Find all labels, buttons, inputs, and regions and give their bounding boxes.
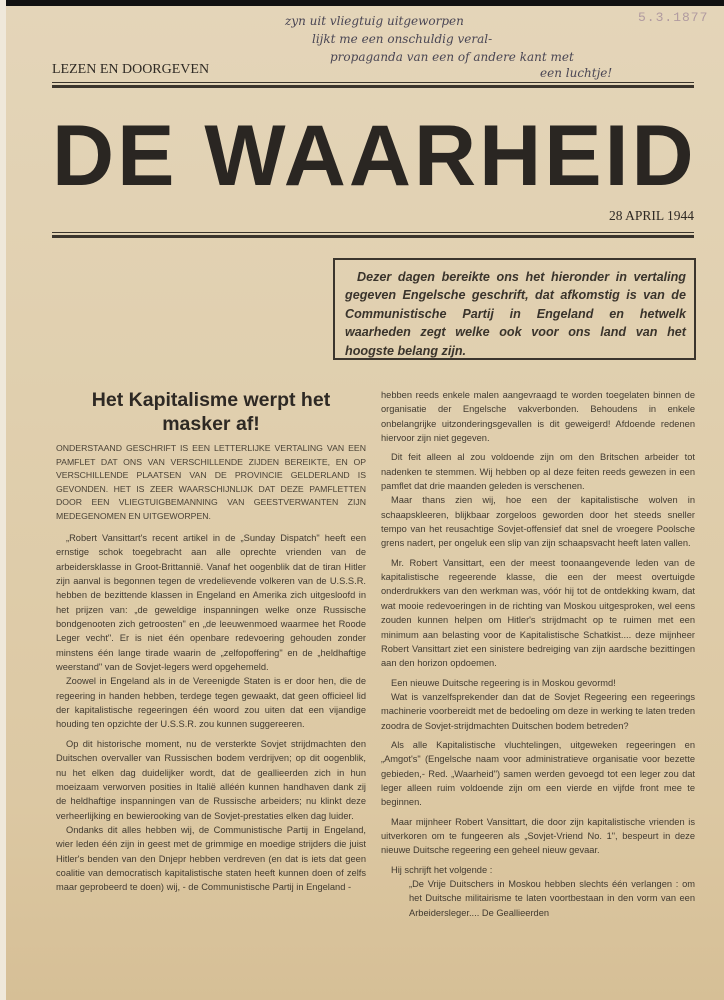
scan-margin (0, 0, 6, 1000)
paragraph: Op dit historische moment, nu de versterkte Sovjet strijdmachten den Duitschen overvaller van Russischen bodem verdrijven; op dit oogenblik, nu het elken dag duidelijker wordt, dat de geallieerden zich in hun moeizaam verworven posities in Italië alléén kunnen handhaven dank zij de heldhaftige inspanningen van de Russische arbeiders; nu klinkt deze verheerlijking en bewierooking van de Sovjet-prestaties elken dag luider. (56, 738, 366, 821)
article-title: Het Kapitalisme werpt het masker af! (91, 389, 331, 435)
paragraph: Mr. Robert Vansittart, een der meest toonaangevende leden van de kapitalistische regeerende klasse, die een der meest overtuigde onderdrukkers van den werkman was, vóór hij tot de ontdekking kwam, dat wat mooie redevoeringen in de richting van Moskou uitgesproken, wel eens zouden kunnen helpen om Hitler's strijdmacht op te ruimen met een minimum aan belasting voor de Kapitalistische Schatkist.... deze mijnheer Robert Vansittart ziet een sinistere bedreiging van zijn aardsche bezittingen aan den horizon opdoemen. (381, 557, 695, 669)
paragraph: Maar thans zien wij, hoe een der kapitalistische wolven in schaapskleeren, blijkbaar zorgeloos geworden door het steeds sneller tempo van het reusachtige Sovjet-offensief dat snel de vroegere Poolsche grens nadert, per ongeluk een slip van zijn schaapsvacht heeft laten vallen. (381, 495, 695, 549)
intro-box: Dezer dagen bereikte ons het hieronder in vertaling gegeven Engelsche geschrift, dat afkomstig is van de Communistische Partij in Engeland en hetwelk waarheden zegt welke ook voor ons land van het hoogste belang zijn. (333, 258, 696, 360)
paragraph: Als alle Kapitalistische vluchtelingen, uitgeweken regeeringen en „Amgot's" (Engelsche naam voor administratieve organisatie voor bezette gebieden,- Red. „Waarheid") samen werden gevoegd tot een leger zou dat leger alleen ruim voldoende zijn om een vierde en vijfde front mee te beginnen. (381, 739, 695, 808)
paragraph: Wat is vanzelfsprekender dan dat de Sovjet Regeering een regeerings machinerie voorbereidt met de bedoeling om deze in werking te laten treden zoodra de Sovjet-strijdmachten Duitschen bodem betreden? (381, 691, 695, 731)
article-lead: ONDERSTAAND GESCHRIFT IS EEN LETTERLIJKE VERTALING VAN EEN PAMFLET DAT ONS VAN VERSCHILLENDE ZIJDEN BEREIKTE, EN OP VERSCHILLENDE PLAATSEN VAN DE PROVINCIE GELDERLAND IS GEVONDEN. HET IS ZEER WAARSCHIJNLIJK DAT DEZE PAMFLETTEN DOOR EEN VLIEGTUIGBEMANNING VAN GEESTVERWANTEN ZIJN MEDEGENOMEN EN UITGEWORPEN. (56, 443, 366, 521)
handwritten-note-line-3: propaganda van een of andere kant met (330, 50, 574, 64)
scan-border (0, 0, 724, 6)
paragraph: „Robert Vansittart's recent artikel in de „Sunday Dispatch" heeft een ernstige schok toegebracht aan alle oprechte vrienden van de arbeidersklasse in Groot-Brittannië. Vanaf het oogenblik dat de tiran Hitler zijn aanval is begonnen tegen de vredelievende volkeren van de U.S.S.R. hebben de bezittende klassen in Engeland en Amerika zich uitgesloofd in het prijzen van: „de geweldige inspanningen welke onze Russische bondgenooten zich getroosten" en „de leeuwenmoed waarmee het Roode Leger vecht". Er is niet één openbare redevoering gehouden zonder minstens één lange tirade waarin de „zelfopoffering" en de „heldhaftige weerstand" van de Sovjet-legers werd opgehemeld. (56, 533, 366, 673)
handwritten-note-line-1: zyn uit vliegtuig uitgeworpen (285, 14, 464, 28)
paragraph: Een nieuwe Duitsche regeering is in Moskou gevormd! (391, 677, 616, 688)
paragraph: Dit feit alleen al zou voldoende zijn om den Britschen arbeider tot nadenken te stemmen. Wij hebben op al deze feiten reeds gewezen in een pamflet dat drie maanden geleden is verschenen. (381, 452, 695, 492)
paragraph: Zoowel in Engeland als in de Vereenigde Staten is er door hen, die de regeering in handen hebben, terdege tegen gewaakt, dat geen officieel lid der kapitalistische regeeringen één woord zou uiten dat een vijandige houding ten opzichte der U.S.S.R. zou kunnen suggereeren. (56, 676, 366, 730)
paragraph: Hij schrijft het volgende : (391, 864, 493, 875)
left-column (56, 388, 366, 895)
paragraph: Ondanks dit alles hebben wij, de Communistische Partij in Engeland, wier leden één zijn in geest met de grimmige en moedige strijders die juist Hitler's benden van den Dnjepr hebben verdreven (en dat is iets dat geen coalitie van democratisch kapitalistische staten heeft kunnen doen of zelfs maar geprobeerd te doen) wij, - de Communistische Partij in Engeland - (56, 824, 366, 893)
header-rule (52, 82, 694, 88)
handwritten-note-line-4: een luchtje! (540, 66, 613, 80)
paragraph: Maar mijnheer Robert Vansittart, die door zijn kapitalistische vrienden is uitverkoren om te fungeeren als „Sovjet-Vriend No. 1", bespeurt in deze nieuwe Duitsche regeering een geheel nieuw gevaar. (381, 816, 695, 856)
masthead-rule (52, 232, 694, 238)
quote-text: „De Vrije Duitschers in Moskou hebben slechts één verlangen : om het Duitsche militairisme te laten voortbestaan in den vorm van een Arbeidersleger.... De Geallieerden (409, 879, 695, 918)
tagline: LEZEN EN DOORGEVEN (52, 62, 210, 77)
archive-stamp: 5.3.1877 (638, 10, 709, 25)
handwritten-note-line-2: lijkt me een onschuldig veral- (312, 32, 493, 46)
issue-date: 28 APRIL 1944 (608, 208, 694, 223)
quote-block (381, 877, 695, 920)
right-column (381, 388, 695, 920)
paragraph: hebben reeds enkele malen aangevraagd te worden toegelaten binnen de organisatie der Engelsche vakverbonden. Behoudens in enkele onbelangrijke uitzonderingsgevallen is dit geweigerd! Afdoende redenen hiervoor zijn niet gegeven. (381, 390, 695, 444)
masthead: DE WAARHEID (52, 108, 697, 204)
